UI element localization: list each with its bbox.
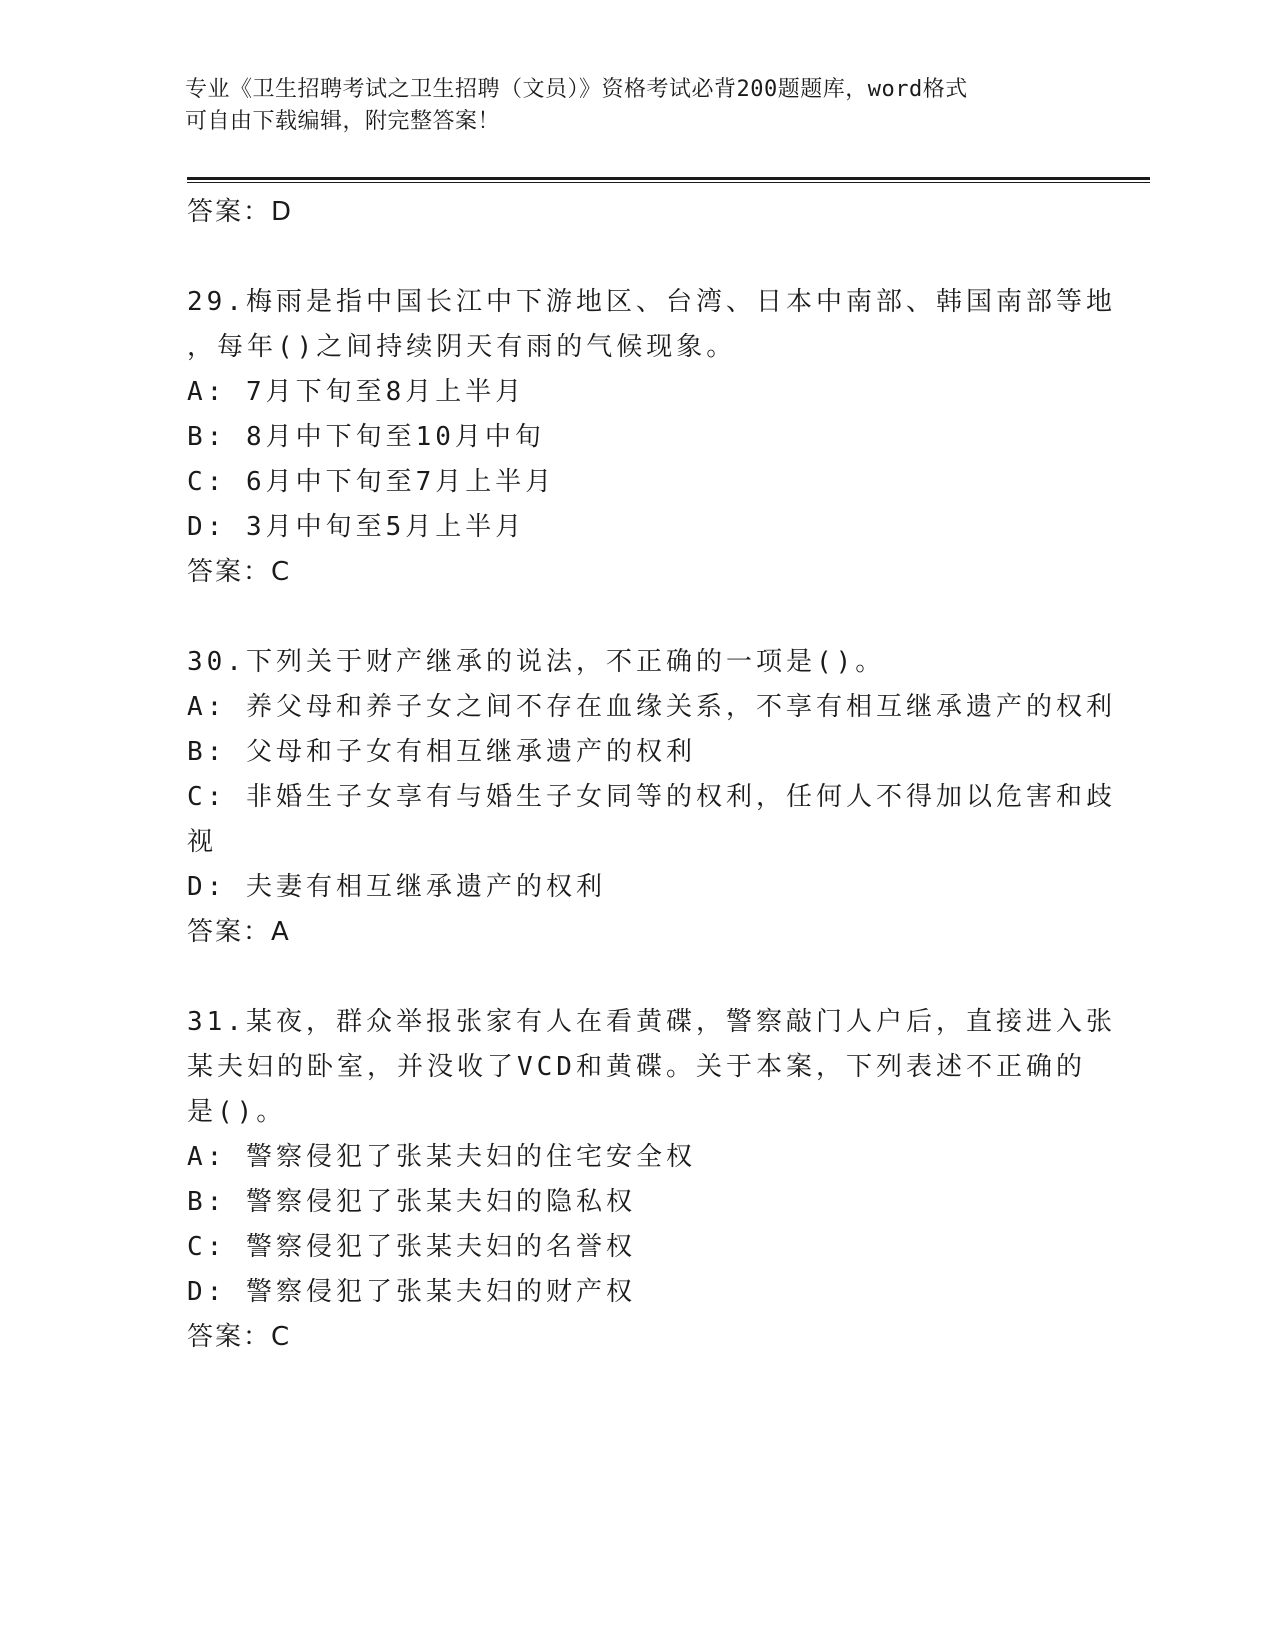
option-a: A: 7月下旬至8月上半月	[187, 377, 526, 407]
option-b: B: 警察侵犯了张某夫妇的隐私权	[187, 1187, 636, 1217]
question-list	[187, 190, 1116, 1360]
answer: 答案：C	[187, 557, 292, 587]
option-b: B: 8月中下旬至10月中旬	[187, 422, 545, 452]
question-block	[187, 1000, 1116, 1360]
header-line-1: 专业《卫生招聘考试之卫生招聘（文员）》资格考试必背200题题库，word格式	[185, 77, 968, 102]
option-d: D: 警察侵犯了张某夫妇的财产权	[187, 1277, 636, 1307]
question-stem-line: 29.梅雨是指中国长江中下游地区、台湾、日本中南部、韩国南部等地	[187, 287, 1116, 317]
option-c: C: 6月中下旬至7月上半月	[187, 467, 556, 497]
previous-answer: 答案：D	[187, 197, 294, 227]
option-b: B: 父母和子女有相互继承遗产的权利	[187, 737, 696, 767]
answer: 答案：C	[187, 1322, 292, 1352]
spacer	[187, 595, 1087, 640]
spacer	[187, 955, 1087, 1000]
option-d: D: 夫妻有相互继承遗产的权利	[187, 872, 606, 902]
question-stem-line: 31.某夜，群众举报张家有人在看黄碟，警察敲门人户后，直接进入张	[187, 1007, 1116, 1037]
option-a: A: 警察侵犯了张某夫妇的住宅安全权	[187, 1142, 696, 1172]
spacer	[187, 235, 1087, 280]
option-c: C: 警察侵犯了张某夫妇的名誉权	[187, 1232, 636, 1262]
question-stem-line: 是()。	[187, 1097, 287, 1127]
header-line-2: 可自由下载编辑，附完整答案！	[185, 109, 501, 134]
option-d: D: 3月中旬至5月上半月	[187, 512, 526, 542]
question-stem-line: ，每年()之间持续阴天有雨的气候现象。	[187, 332, 737, 362]
option-c-continued: 视	[187, 827, 218, 857]
question-block	[187, 280, 1116, 595]
option-a: A: 养父母和养子女之间不存在血缘关系，不享有相互继承遗产的权利	[187, 692, 1116, 722]
header-divider-thick	[187, 177, 1150, 180]
document-header	[185, 74, 1085, 138]
option-c: C: 非婚生子女享有与婚生子女同等的权利，任何人不得加以危害和歧	[187, 782, 1116, 812]
header-divider-thin	[187, 182, 1150, 183]
question-block	[187, 640, 1116, 955]
answer: 答案：A	[187, 917, 291, 947]
question-stem-line: 30.下列关于财产继承的说法，不正确的一项是()。	[187, 647, 886, 677]
question-stem-line: 某夫妇的卧室，并没收了VCD和黄碟。关于本案，下列表述不正确的	[187, 1052, 1086, 1082]
